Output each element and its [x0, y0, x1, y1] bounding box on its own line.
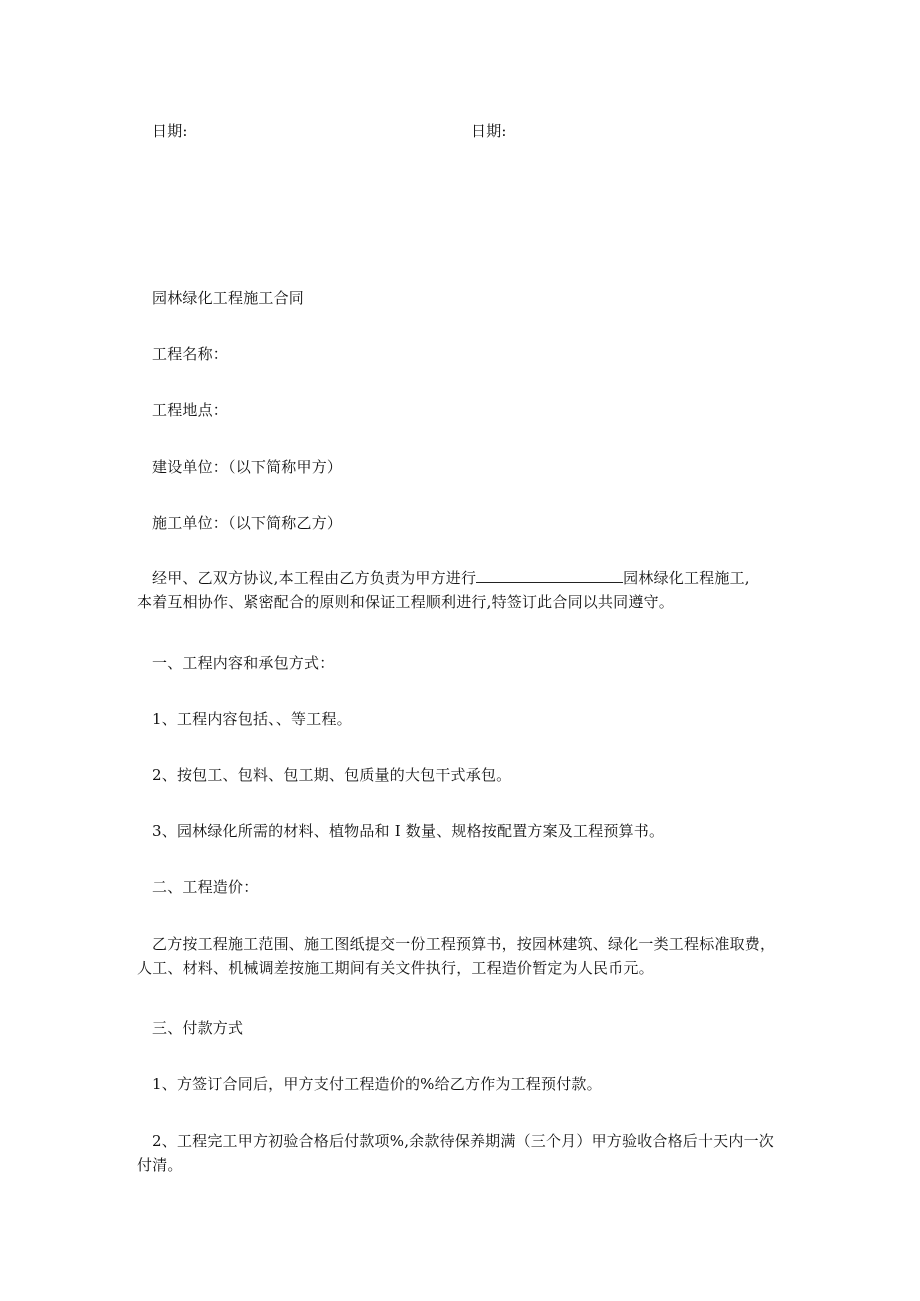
builder-label: 建设单位：（以下简称甲方）: [152, 458, 343, 476]
project-name-label: 工程名称：: [152, 345, 229, 363]
constructor-label: 施工单位：（以下简称乙方）: [152, 514, 343, 532]
project-blank-line: [476, 567, 623, 583]
section2-line2: 人工、材料、机械调差按施工期间有关文件执行，工程造价暂定为人民币元。: [137, 959, 654, 977]
section3-item2-line2: 付清。: [137, 1156, 183, 1174]
section1-item3: 3、园林绿化所需的材料、植物品和 I 数量、规格按配置方案及工程预算书。: [152, 822, 665, 840]
contract-title: 园林绿化工程施工合同: [152, 289, 305, 307]
agreement-text-line2: 本着互相协作、紧密配合的原则和保证工程顺利进行,特签订此合同以共同遵守。: [137, 593, 674, 611]
section1-item2: 2、按包工、包料、包工期、包质量的大包干式承包。: [152, 766, 512, 784]
section2-heading: 二、工程造价：: [152, 878, 259, 896]
section3-item1: 1、方签订合同后，甲方支付工程造价的%给乙方作为工程预付款。: [152, 1075, 602, 1093]
section3-item2: [137, 1129, 797, 1177]
date-label-left: 日期:: [152, 122, 188, 140]
agreement-text-part1: 经甲、乙双方协议,本工程由乙方负责为甲方进行: [152, 569, 477, 587]
project-location-label: 工程地点：: [152, 401, 229, 419]
section1-heading: 一、工程内容和承包方式：: [152, 654, 335, 672]
section2-line1: 乙方按工程施工范围、施工图纸提交一份工程预算书，按园林建筑、绿化一类工程标准取费，: [152, 935, 776, 953]
agreement-paragraph: [137, 566, 797, 614]
date-label-right: 日期:: [471, 122, 507, 140]
section1-item1: 1、工程内容包括、、等工程。: [152, 710, 352, 728]
section2-paragraph: [137, 932, 797, 980]
agreement-text-part2: 园林绿化工程施工,: [623, 569, 750, 587]
section3-heading: 三、付款方式: [152, 1019, 244, 1037]
section3-item2-line1: 2、工程完工甲方初验合格后付款项%,余款待保养期满（三个月）甲方验收合格后十天内一次: [152, 1132, 774, 1150]
